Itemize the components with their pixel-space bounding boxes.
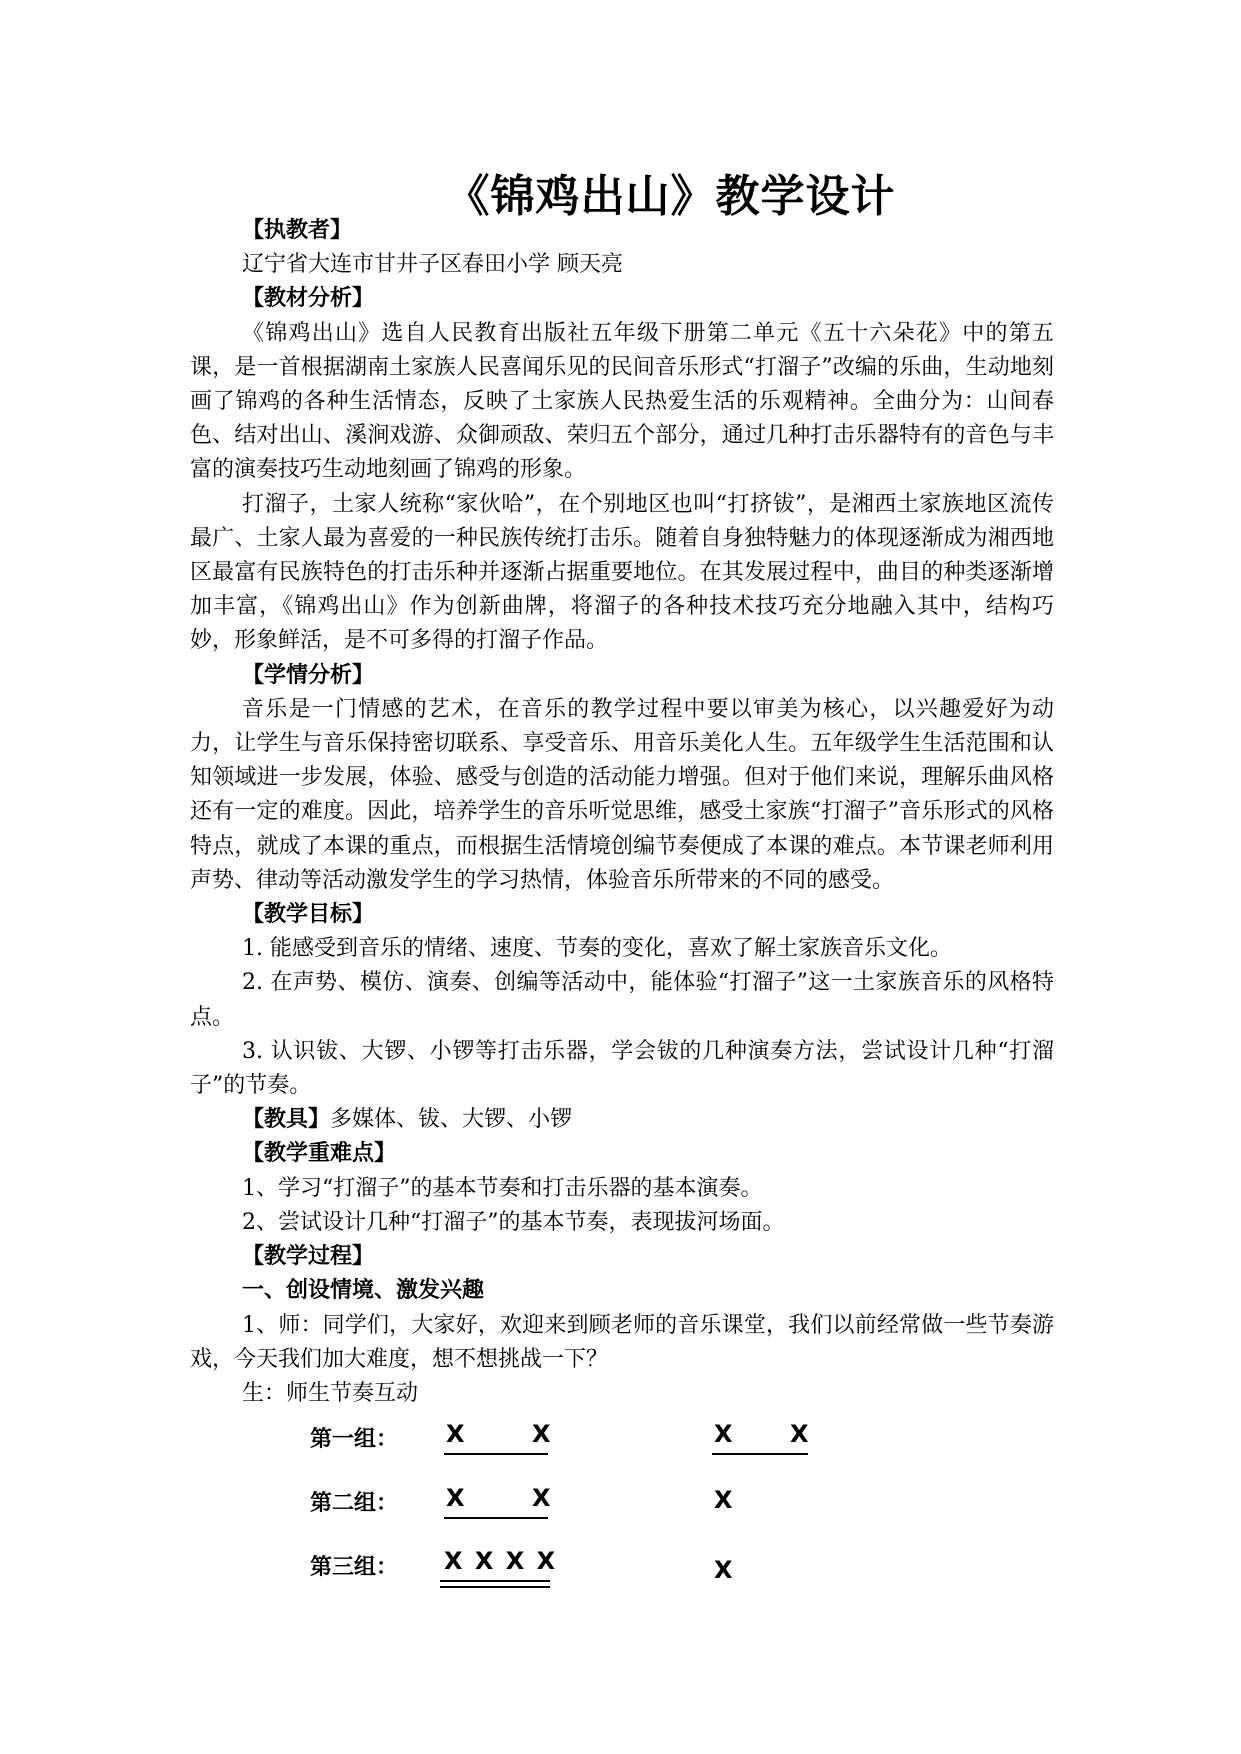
rhythm-mark: X [714, 1556, 733, 1584]
rhythm-underline [444, 1453, 548, 1455]
rhythm-underline [440, 1580, 550, 1582]
page-title: 《锦鸡出山》教学设计 [445, 171, 896, 222]
rhythm-mark: X [714, 1420, 733, 1448]
group3-label: 第三组： [310, 1554, 399, 1580]
goals-heading: 【教学目标】 [242, 902, 375, 928]
rhythm-mark: X [714, 1486, 733, 1514]
goal-item-1: 1. 能感受到音乐的情绪、速度、节奏的变化，喜欢了解土家族音乐文化。 [242, 936, 952, 962]
key-item-2: 2、尝试设计几种“打溜子”的基本节奏，表现拔河场面。 [242, 1209, 785, 1235]
rhythm-mark: X [790, 1420, 809, 1448]
rhythm-mark-group: X X X X [444, 1547, 558, 1575]
group2-label: 第二组： [310, 1490, 399, 1516]
tools-heading: 【教具】 [242, 1107, 331, 1133]
student-paragraph: 音乐是一门情感的艺术，在音乐的教学过程中要以审美为核心，以兴趣爱好为动力，让学生与音乐保持密切联系、享受音乐、用音乐美化人生。五年级学生生活范围和认知领域进一步发展，体验、感受与创造的活动能力增强。但对于他们来说，理解乐曲风格还有一定的难度。因此，培养学生的音乐听觉思维，感受土家族“打溜子”音乐形式的风格特点，就成了本课的重点，而根据生活情境创编节奏便成了本课的难点。本节课老师利用声势、律动等活动激发学生的学习热情，体验音乐所带来的不同的感受。 [190, 696, 1054, 893]
step1-heading: 一、创设情境、激发兴趣 [242, 1278, 485, 1304]
student-heading: 【学情分析】 [242, 662, 375, 688]
rhythm-underline [712, 1453, 808, 1455]
rhythm-underline [440, 1586, 550, 1588]
rhythm-underline [444, 1517, 548, 1519]
step1-response: 生：师生节奏互动 [242, 1380, 419, 1406]
teacher-text: 辽宁省大连市甘井子区春田小学 顾天亮 [242, 252, 623, 278]
key-item-1: 1、学习“打溜子”的基本节奏和打击乐器的基本演奏。 [242, 1175, 763, 1201]
rhythm-mark: X [532, 1420, 551, 1448]
group1-label: 第一组： [310, 1426, 399, 1452]
process-heading: 【教学过程】 [242, 1244, 375, 1270]
material-paragraph-2: 打溜子，土家人统称“家伙哈”，在个别地区也叫“打挤钹”，是湘西土家族地区流传最广、土家人最为喜爱的一种民族传统打击乐。随着自身独特魅力的体现逐渐成为湘西地区最富有民族特色的打击乐种并逐渐占据重要地位。在其发展过程中，曲目的种类逐渐增加丰富，《锦鸡出山》作为创新曲牌，将溜子的各种技术技巧充分地融入其中，结构巧妙，形象鲜活，是不可多得的打溜子作品。 [190, 491, 1054, 654]
material-paragraph-1: 《锦鸡出山》选自人民教育出版社五年级下册第二单元《五十六朵花》中的第五课，是一首根据湖南土家族人民喜闻乐见的民间音乐形式“打溜子”改编的乐曲，生动地刻画了锦鸡的各种生活情态，反映了土家族人民热爱生活的乐观精神。全曲分为：山间春色、结对出山、溪涧戏游、众御顽敌、荣归五个部分，通过几种打击乐器特有的音色与丰富的演奏技巧生动地刻画了锦鸡的形象。 [190, 320, 1054, 483]
key-heading: 【教学重难点】 [242, 1141, 397, 1167]
rhythm-mark: X [446, 1420, 465, 1448]
goal-item-2: 2. 在声势、模仿、演奏、创编等活动中，能体验“打溜子”这一土家族音乐的风格特点。 [190, 970, 1054, 1030]
rhythm-mark: X [446, 1484, 465, 1512]
tools-text: 多媒体、钹、大锣、小锣 [330, 1107, 573, 1133]
goal-item-3: 3. 认识钹、大锣、小锣等打击乐器，学会钹的几种演奏方法，尝试设计几种“打溜子”的节奏。 [190, 1038, 1054, 1099]
teacher-heading: 【执教者】 [242, 218, 353, 243]
rhythm-mark: X [532, 1484, 551, 1512]
step1-paragraph: 1、师：同学们，大家好，欢迎来到顾老师的音乐课堂，我们以前经常做一些节奏游戏，今天我们加大难度，想不想挑战一下？ [190, 1312, 1054, 1372]
material-heading: 【教材分析】 [242, 286, 375, 312]
